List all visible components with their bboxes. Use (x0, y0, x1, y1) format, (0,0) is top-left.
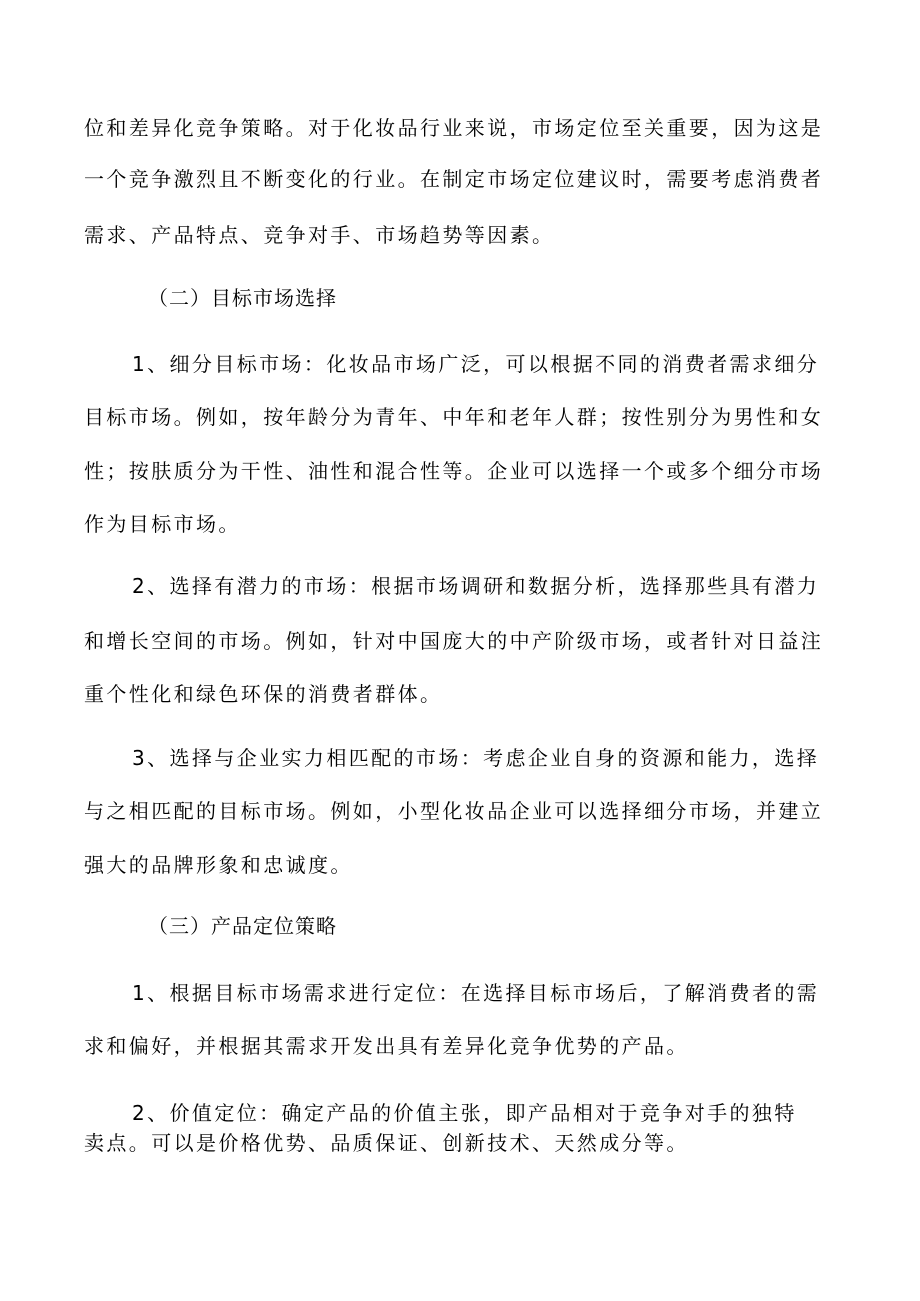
section3-item2-line-1: 2、价值定位：确定产品的价值主张，即产品相对于竞争对手的独特 (132, 1101, 797, 1125)
section2-item2-line-2: 和增长空间的市场。例如，针对中国庞大的中产阶级市场，或者针对日益注 (84, 629, 824, 653)
section2-item1-line-4: 作为目标市场。 (84, 512, 241, 536)
section3-item2-line-2: 卖点。可以是价格优势、品质保证、创新技术、天然成分等。 (84, 1131, 689, 1155)
section-heading-target-market: （二）目标市场选择 (148, 286, 337, 310)
section2-item1-line-2: 目标市场。例如，按年龄分为青年、中年和老年人群；按性别分为男性和女 (84, 405, 824, 429)
section2-item3-line-2: 与之相匹配的目标市场。例如，小型化妆品企业可以选择细分市场，并建立 (84, 799, 824, 823)
section2-item3-line-3: 强大的品牌形象和忠诚度。 (84, 853, 353, 877)
section3-item1-line-2: 求和偏好，并根据其需求开发出具有差异化竞争优势的产品。 (84, 1034, 689, 1058)
section2-item3-line-1: 3、选择与企业实力相匹配的市场：考虑企业自身的资源和能力，选择 (132, 746, 820, 770)
section2-item1-line-3: 性；按肤质分为干性、油性和混合性等。企业可以选择一个或多个细分市场 (84, 459, 824, 483)
paragraph-intro-line-2: 一个竞争激烈且不断变化的行业。在制定市场定位建议时，需要考虑消费者 (84, 167, 824, 191)
paragraph-intro-line-1: 位和差异化竞争策略。对于化妆品行业来说，市场定位至关重要，因为这是 (84, 116, 824, 140)
section2-item2-line-1: 2、选择有潜力的市场：根据市场调研和数据分析，选择那些具有潜力 (132, 574, 820, 598)
paragraph-intro-line-3: 需求、产品特点、竞争对手、市场趋势等因素。 (84, 223, 555, 247)
section2-item2-line-3: 重个性化和绿色环保的消费者群体。 (84, 682, 443, 706)
section-heading-product-positioning: （三）产品定位策略 (148, 914, 337, 938)
section2-item1-line-1: 1、细分目标市场：化妆品市场广泛，可以根据不同的消费者需求细分 (132, 352, 820, 376)
section3-item1-line-1: 1、根据目标市场需求进行定位：在选择目标市场后，了解消费者的需 (132, 981, 820, 1005)
